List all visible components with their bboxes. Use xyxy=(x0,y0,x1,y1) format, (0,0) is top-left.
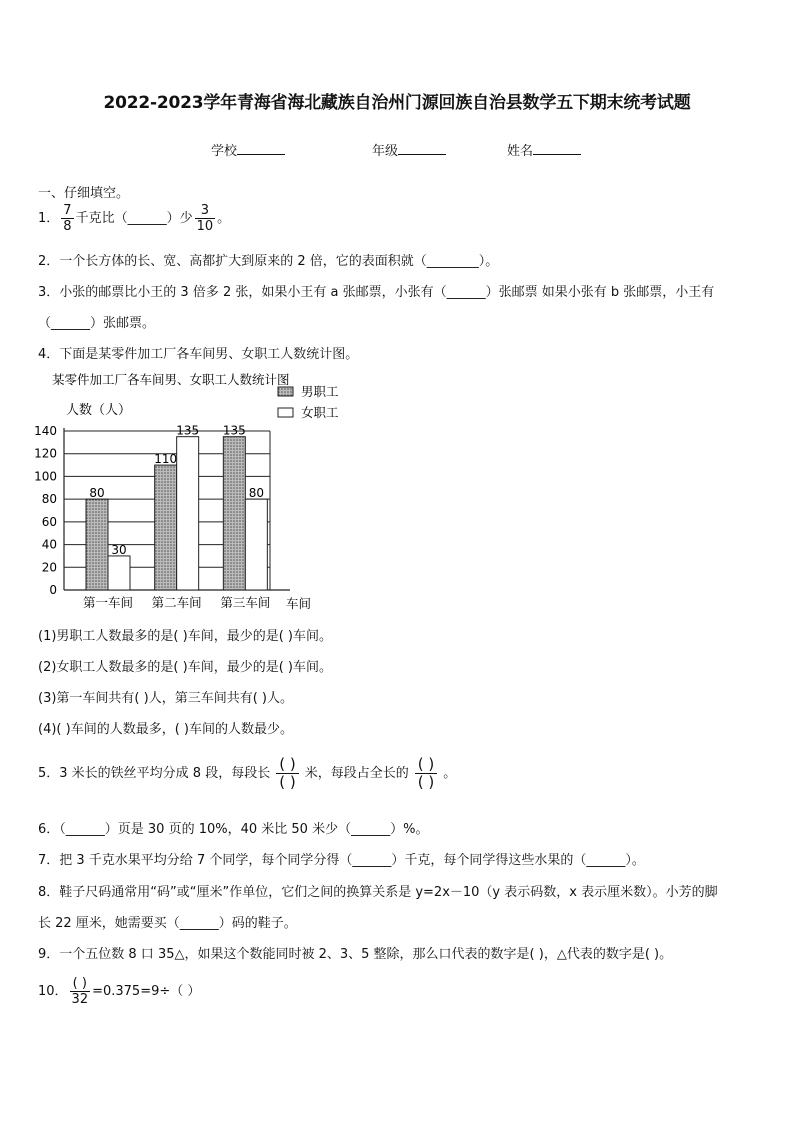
bar-female-2 xyxy=(177,437,199,590)
page-title: 2022-2023学年青海省海北藏族自治州门源回族自治县数学五下期末统考试题 xyxy=(103,93,691,113)
name-label: 姓名 xyxy=(507,144,534,159)
y-tick-label: 140 xyxy=(34,424,57,438)
fraction-blank-32[interactable]: $\frac{( )}{32}$ xyxy=(71,976,89,1007)
question-8-line-1: 8．鞋子尺码通常用“码”或“厘米”作单位，它们之间的换算关系是 y=2x－10（y 表示码数，x 表示厘米数）。小芳的脚 xyxy=(38,885,718,900)
question-3-line-1: 3．小张的邮票比小王的 3 倍多 2 张，如果小王有 a 张邮票，小张有（______）张邮票 如果小张有 b 张邮票，小王有 xyxy=(38,285,715,300)
y-tick-label: 100 xyxy=(34,469,57,484)
chart-svg xyxy=(34,370,378,615)
fraction-7-8: $\frac{7}{8}$ xyxy=(63,203,72,234)
bar-male-2 xyxy=(155,465,177,590)
plot-area xyxy=(34,424,290,610)
name-blank[interactable] xyxy=(533,142,581,155)
name-field xyxy=(507,140,581,159)
question-6: 6．（______）页是 30 页的 10%，40 米比 50 米少（______）%。 xyxy=(38,822,429,837)
data-label: 30 xyxy=(111,542,127,557)
y-axis-label: 人数（人） xyxy=(66,403,132,418)
question-1: 1． $\frac{7}{8}$ 千克比（______）少 $\frac{3}{10}$ 。 xyxy=(38,203,231,234)
school-label: 学校 xyxy=(211,144,238,159)
question-4-part-1: (1)男职工人数最多的是( )车间，最少的是( )车间。 xyxy=(38,629,332,644)
question-4: 4．下面是某零件加工厂各车间男、女职工人数统计图。 xyxy=(38,347,359,362)
x-tick-label: 第三车间 xyxy=(220,595,271,610)
chart-title: 某零件加工厂各车间男、女职工人数统计图 xyxy=(52,372,290,387)
bar-female-3 xyxy=(245,499,267,590)
legend-swatch-female xyxy=(278,408,293,417)
question-10: 10． $\frac{( )}{32}$ =0.375=9÷（ ） xyxy=(38,976,201,1007)
legend-label: 女职工 xyxy=(301,405,339,420)
y-tick-label: 20 xyxy=(41,560,57,575)
grade-field xyxy=(372,140,446,159)
y-tick-label: 80 xyxy=(41,492,57,507)
section-heading: 一、仔细填空。 xyxy=(38,186,130,201)
question-9: 9．一个五位数 8 口 35△，如果这个数能同时被 2、3、5 整除，那么口代表的数字是( )，△代表的数字是( )。 xyxy=(38,947,673,962)
data-label: 110 xyxy=(154,452,178,467)
data-label: 80 xyxy=(89,486,105,501)
x-axis-label: 车间 xyxy=(286,596,312,611)
question-3-line-2: （______）张邮票。 xyxy=(38,316,156,331)
question-5: 5．3 米长的铁丝平均分成 8 段，每段长 $\frac{( )}{( )}$ 米，每段占全长的 $\frac{( )}{( )}$ 。 xyxy=(38,755,457,791)
school-field xyxy=(211,140,285,159)
question-4-part-3: (3)第一车间共有( )人，第三车间共有( )人。 xyxy=(38,691,293,706)
bar-male-1 xyxy=(86,499,108,590)
bar-chart xyxy=(34,370,378,619)
y-tick-label: 120 xyxy=(34,446,57,461)
y-tick-label: 40 xyxy=(41,537,57,552)
legend-label: 男职工 xyxy=(301,384,339,399)
question-8-line-2: 长 22 厘米，她需要买（______）码的鞋子。 xyxy=(38,916,297,931)
q1-text: 千克比（______）少 xyxy=(75,211,193,226)
fraction-3-10: $\frac{3}{10}$ xyxy=(196,203,214,234)
question-4-part-2: (2)女职工人数最多的是( )车间，最少的是( )车间。 xyxy=(38,660,332,675)
data-label: 80 xyxy=(248,486,264,501)
y-tick-label: 0 xyxy=(49,583,57,597)
legend-swatch-male xyxy=(278,387,293,396)
data-label: 135 xyxy=(222,423,246,438)
question-4-part-4: (4)( )车间的人数最多，( )车间的人数最少。 xyxy=(38,722,293,737)
q1-number: 1． xyxy=(38,211,60,226)
x-tick-label: 第一车间 xyxy=(82,595,134,610)
fraction-blank-2[interactable]: $\frac{( )}{( )}$ xyxy=(415,756,437,791)
grade-label: 年级 xyxy=(372,144,399,159)
chart-legend xyxy=(278,384,339,420)
bar-male-3 xyxy=(223,437,245,590)
question-2: 2．一个长方体的长、宽、高都扩大到原来的 2 倍，它的表面积就（________）。 xyxy=(38,254,499,269)
y-tick-label: 60 xyxy=(41,514,57,529)
grade-blank[interactable] xyxy=(398,142,446,155)
bar-female-1 xyxy=(108,556,130,590)
question-7: 7．把 3 千克水果平均分给 7 个同学，每个同学分得（______）千克，每个同学得这些水果的（______）。 xyxy=(38,853,645,868)
data-label: 135 xyxy=(176,423,200,438)
fraction-blank-1[interactable]: $\frac{( )}{( )}$ xyxy=(276,756,298,791)
school-blank[interactable] xyxy=(237,142,285,155)
x-tick-label: 第二车间 xyxy=(151,595,202,610)
